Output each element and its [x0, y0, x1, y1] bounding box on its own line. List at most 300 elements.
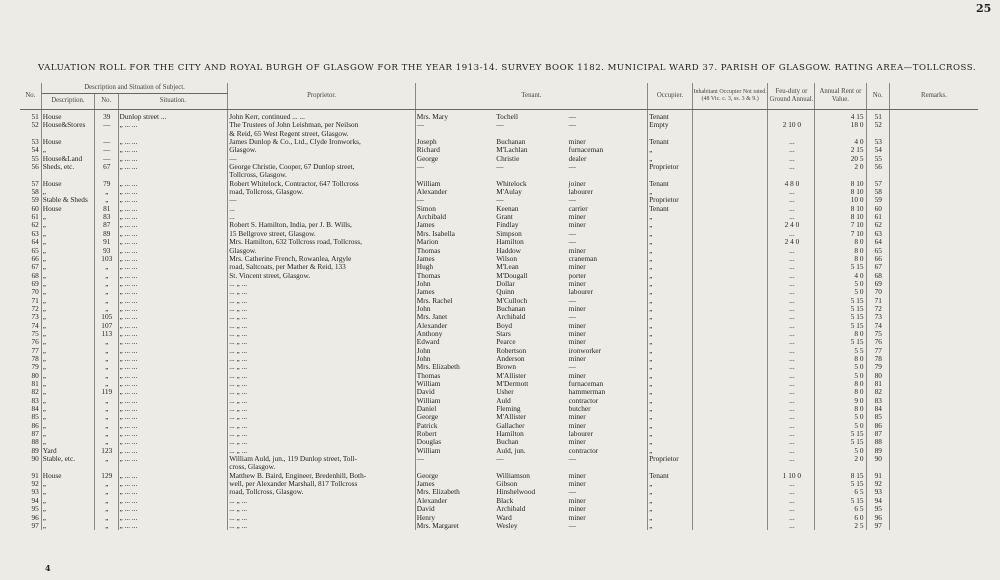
row-subject-no: „ [95, 297, 118, 305]
row-tenant-surname: Buchanan [496, 304, 526, 313]
row-occupier: „ [648, 280, 693, 288]
row-tenant-surname: Whitelock [496, 179, 527, 188]
table-row [20, 430, 978, 438]
row-inhabitant [692, 138, 768, 146]
row-remarks [889, 430, 978, 438]
row-remarks [889, 497, 978, 505]
row-tenant-surname: Gibson [496, 480, 518, 489]
row-no: 84 [20, 405, 41, 413]
row-tenant-first: Richard [416, 146, 440, 155]
row-no: 54 [20, 146, 41, 154]
row-annual-rent: 2 0 [815, 455, 866, 463]
row-annual-rent: 5 15 [815, 297, 866, 305]
row-remarks [889, 255, 978, 263]
row-inhabitant [692, 247, 768, 255]
row-feu-duty: ... [768, 196, 815, 204]
row-no: 71 [20, 297, 41, 305]
table-row [20, 221, 978, 229]
row-inhabitant [692, 497, 768, 505]
row-subject-no: „ [95, 455, 118, 463]
row-proprietor: St. Vincent street, Glasgow. [228, 272, 416, 280]
row-tenant-first [415, 130, 495, 138]
table-row [20, 463, 978, 471]
row-tenant-first: John [416, 354, 431, 363]
table-row [20, 255, 978, 263]
row-tenant-surname: M'Dougall [496, 271, 528, 280]
row-inhabitant [692, 188, 768, 196]
table-row [20, 355, 978, 363]
row-occupier [648, 463, 693, 471]
valuation-table [20, 83, 978, 530]
row-no: 60 [20, 205, 41, 213]
row-feu-duty [768, 130, 815, 138]
row-no2: 57 [866, 180, 889, 188]
row-inhabitant [692, 288, 768, 296]
row-subject-no: „ [95, 422, 118, 430]
row-tenant-occupation: — [568, 455, 648, 463]
row-tenant-first: William [416, 396, 441, 405]
row-no2: 72 [866, 305, 889, 313]
row-tenant-first: Alexander [416, 188, 448, 197]
row-no: 61 [20, 213, 41, 221]
row-occupier: „ [648, 422, 693, 430]
row-inhabitant [692, 255, 768, 263]
row-tenant-surname: Fleming [496, 405, 521, 414]
row-situation: „ ... ... [118, 138, 228, 146]
row-tenant-first: Alexander [416, 496, 448, 505]
row-occupier: „ [648, 480, 693, 488]
row-tenant-surname: M'Lachlan [496, 146, 528, 155]
row-subject-no: 119 [95, 388, 118, 396]
row-tenant-first: Archibald [416, 213, 446, 222]
row-inhabitant [692, 272, 768, 280]
row-tenant-surname [495, 171, 567, 179]
row-tenant-first: George [416, 471, 439, 480]
row-occupier: „ [648, 313, 693, 321]
row-annual-rent: 7 10 [815, 221, 866, 229]
row-proprietor: ... „ ... [228, 397, 416, 405]
row-no: 92 [20, 480, 41, 488]
row-remarks [889, 313, 978, 321]
row-tenant-first: Hugh [416, 263, 434, 272]
row-situation: „ ... ... [118, 180, 228, 188]
row-no2: 73 [866, 313, 889, 321]
row-tenant-surname: Simpson [496, 229, 522, 238]
row-occupier: Empty [648, 121, 693, 129]
row-tenant-first: Daniel [416, 405, 437, 414]
row-subject-no: — [95, 121, 118, 129]
row-description: „ [41, 272, 94, 280]
row-tenant-surname: Robertson [496, 346, 527, 355]
row-proprietor: 15 Bellgrove street, Glasgow. [228, 230, 416, 238]
row-inhabitant [692, 463, 768, 471]
row-description: Stable, etc. [41, 455, 94, 463]
row-tenant-first: Anthony [416, 329, 443, 338]
row-description: „ [41, 313, 94, 321]
row-description: „ [41, 380, 94, 388]
row-tenant-occupation: joiner [568, 180, 648, 188]
row-annual-rent: 8 10 [815, 180, 866, 188]
row-no: 90 [20, 455, 41, 463]
row-inhabitant [692, 330, 768, 338]
row-tenant-occupation [568, 171, 648, 179]
row-feu-duty [768, 110, 815, 122]
row-occupier: Tenant [648, 180, 693, 188]
row-situation: „ ... ... [118, 447, 228, 455]
row-remarks [889, 397, 978, 405]
row-proprietor: ... [228, 205, 416, 213]
row-occupier: „ [648, 255, 693, 263]
table-row [20, 263, 978, 271]
row-description: „ [41, 255, 94, 263]
row-subject-no: „ [95, 196, 118, 204]
row-proprietor: ... „ ... [228, 413, 416, 421]
row-tenant-first: Thomas [416, 246, 441, 255]
row-proprietor: ... „ ... [228, 447, 416, 455]
row-tenant-surname: Archibald [496, 505, 526, 514]
row-subject-no: 93 [95, 247, 118, 255]
row-situation: „ ... ... [118, 330, 228, 338]
row-description [41, 171, 94, 179]
table-row [20, 522, 978, 530]
row-proprietor: ... „ ... [228, 330, 416, 338]
row-annual-rent: 6 0 [815, 514, 866, 522]
row-annual-rent: 4 0 [815, 138, 866, 146]
row-no: 81 [20, 380, 41, 388]
row-feu-duty: ... [768, 430, 815, 438]
row-annual-rent: 5 15 [815, 338, 866, 346]
row-occupier: „ [648, 288, 693, 296]
table-row [20, 480, 978, 488]
row-occupier: „ [648, 213, 693, 221]
row-feu-duty: ... [768, 505, 815, 513]
row-remarks [889, 146, 978, 154]
row-inhabitant [692, 405, 768, 413]
row-no [20, 130, 41, 138]
row-remarks [889, 196, 978, 204]
row-situation: „ ... ... [118, 213, 228, 221]
row-tenant-surname: Ward [496, 513, 512, 522]
row-tenant-surname: — [496, 455, 504, 464]
row-no2: 55 [866, 155, 889, 163]
row-situation [118, 171, 228, 179]
row-tenant-first: Thomas [416, 271, 441, 280]
row-situation: „ ... ... [118, 155, 228, 163]
row-proprietor: ... [228, 213, 416, 221]
header-annual-rent: Annual Rent or Value. [815, 83, 866, 110]
row-no2: 65 [866, 247, 889, 255]
row-tenant-surname: Christie [496, 154, 520, 163]
row-no2: 62 [866, 221, 889, 229]
row-subject-no: „ [95, 305, 118, 313]
row-subject-no: „ [95, 522, 118, 530]
row-tenant-surname: M'Aulay [496, 188, 522, 197]
row-tenant-occupation: porter [568, 272, 648, 280]
row-tenant-occupation: miner [568, 322, 648, 330]
table-row [20, 447, 978, 455]
row-feu-duty: ... [768, 480, 815, 488]
header-proprietor: Proprietor. [228, 83, 416, 110]
row-inhabitant [692, 505, 768, 513]
row-no2: 79 [866, 363, 889, 371]
row-no: 74 [20, 322, 41, 330]
row-tenant-occupation: contractor [568, 447, 648, 455]
row-description: „ [41, 522, 94, 530]
row-situation: „ ... ... [118, 146, 228, 154]
row-subject-no: „ [95, 397, 118, 405]
row-tenant-occupation: contractor [568, 397, 648, 405]
row-no2: 52 [866, 121, 889, 129]
table-row [20, 438, 978, 446]
row-no2: 91 [866, 472, 889, 480]
row-occupier: „ [648, 297, 693, 305]
row-annual-rent: 10 0 [815, 196, 866, 204]
row-tenant-first: George [416, 154, 439, 163]
header-no2: No. [866, 83, 889, 110]
table-body [20, 110, 978, 531]
row-feu-duty: ... [768, 355, 815, 363]
row-remarks [889, 372, 978, 380]
row-tenant-occupation: — [568, 110, 648, 122]
row-annual-rent: 8 0 [815, 330, 866, 338]
row-tenant-first: John [416, 346, 431, 355]
row-no: 78 [20, 355, 41, 363]
row-proprietor: Glasgow. [228, 146, 416, 154]
row-proprietor: The Trustees of John Leishman, per Neilson [228, 121, 416, 129]
row-situation: „ ... ... [118, 380, 228, 388]
row-tenant-first: James [416, 288, 435, 297]
row-feu-duty [768, 463, 815, 471]
row-annual-rent: 5 15 [815, 438, 866, 446]
row-subject-no: „ [95, 280, 118, 288]
row-situation: „ ... ... [118, 280, 228, 288]
row-proprietor: road, Tollcross, Glasgow. [228, 188, 416, 196]
row-feu-duty: ... [768, 288, 815, 296]
row-feu-duty: ... [768, 247, 815, 255]
row-subject-no: 89 [95, 230, 118, 238]
row-inhabitant [692, 514, 768, 522]
row-inhabitant [692, 322, 768, 330]
row-tenant-first: Mrs. Margaret [416, 521, 459, 530]
row-subject-no: „ [95, 347, 118, 355]
row-annual-rent: 5 15 [815, 497, 866, 505]
header-description: Description. [41, 94, 94, 110]
row-description: House [41, 205, 94, 213]
table-row [20, 305, 978, 313]
row-situation: „ ... ... [118, 455, 228, 463]
row-remarks [889, 488, 978, 496]
row-annual-rent: 18 0 [815, 121, 866, 129]
row-situation: „ ... ... [118, 230, 228, 238]
row-tenant-occupation [568, 463, 648, 471]
row-tenant-occupation: butcher [568, 405, 648, 413]
row-tenant-occupation: miner [568, 413, 648, 421]
row-no2: 54 [866, 146, 889, 154]
footer-number: 4 [45, 563, 51, 573]
row-no2 [866, 171, 889, 179]
row-no: 57 [20, 180, 41, 188]
row-occupier: „ [648, 247, 693, 255]
row-tenant-surname: Auld, jun. [496, 446, 526, 455]
row-tenant-occupation: labourer [568, 188, 648, 196]
row-tenant-first: James [416, 221, 435, 230]
row-proprietor: John Kerr, continued ... ... [228, 110, 416, 122]
row-feu-duty: 2 4 0 [768, 221, 815, 229]
row-no: 69 [20, 280, 41, 288]
row-description: „ [41, 497, 94, 505]
row-proprietor: Matthew B. Baird, Engineer, Bredenhill, Both- [228, 472, 416, 480]
row-annual-rent: 8 0 [815, 380, 866, 388]
row-annual-rent: 5 0 [815, 413, 866, 421]
row-tenant-occupation: — [568, 230, 648, 238]
row-tenant-first: — [416, 163, 425, 172]
row-situation: „ ... ... [118, 288, 228, 296]
row-occupier: „ [648, 430, 693, 438]
row-tenant-occupation: — [568, 238, 648, 246]
row-situation: „ ... ... [118, 347, 228, 355]
row-inhabitant [692, 155, 768, 163]
row-description: „ [41, 247, 94, 255]
row-subject-no: „ [95, 514, 118, 522]
row-tenant-occupation: labourer [568, 288, 648, 296]
table-row [20, 138, 978, 146]
row-annual-rent: 4 0 [815, 272, 866, 280]
row-no: 58 [20, 188, 41, 196]
row-description [41, 130, 94, 138]
row-feu-duty: ... [768, 213, 815, 221]
row-remarks [889, 263, 978, 271]
row-subject-no: 91 [95, 238, 118, 246]
row-occupier: „ [648, 188, 693, 196]
row-tenant-surname: Haddow [496, 246, 521, 255]
row-no: 82 [20, 388, 41, 396]
row-description: „ [41, 405, 94, 413]
row-feu-duty: 2 10 0 [768, 121, 815, 129]
table-row [20, 413, 978, 421]
row-occupier: „ [648, 388, 693, 396]
row-annual-rent: 5 15 [815, 322, 866, 330]
row-annual-rent: 5 15 [815, 480, 866, 488]
row-situation: „ ... ... [118, 297, 228, 305]
row-description: Sheds, etc. [41, 163, 94, 171]
row-no: 89 [20, 447, 41, 455]
row-description: „ [41, 505, 94, 513]
row-tenant-first: Henry [416, 513, 436, 522]
table-row [20, 130, 978, 138]
row-annual-rent: 8 15 [815, 472, 866, 480]
row-occupier: „ [648, 330, 693, 338]
row-description: „ [41, 322, 94, 330]
row-situation: „ ... ... [118, 255, 228, 263]
row-tenant-occupation: — [568, 196, 648, 204]
row-tenant-occupation: — [568, 163, 648, 171]
row-feu-duty: ... [768, 522, 815, 530]
row-feu-duty: ... [768, 497, 815, 505]
row-tenant-first: John [416, 279, 431, 288]
row-annual-rent: 5 15 [815, 313, 866, 321]
row-subject-no: 113 [95, 330, 118, 338]
row-remarks [889, 230, 978, 238]
row-tenant-first: John [416, 304, 431, 313]
row-tenant-occupation [568, 130, 648, 138]
row-occupier: „ [648, 380, 693, 388]
row-no2: 92 [866, 480, 889, 488]
row-no: 80 [20, 372, 41, 380]
row-occupier: Tenant [648, 110, 693, 122]
row-tenant-occupation: — [568, 121, 648, 129]
row-annual-rent: 20 5 [815, 155, 866, 163]
row-proprietor: cross, Glasgow. [228, 463, 416, 471]
row-description: „ [41, 238, 94, 246]
header-subject-group: Description and Situation of Subject. [41, 83, 227, 94]
row-tenant-occupation: — [568, 313, 648, 321]
row-occupier: Tenant [648, 138, 693, 146]
row-subject-no: — [95, 146, 118, 154]
row-inhabitant [692, 213, 768, 221]
row-no: 65 [20, 247, 41, 255]
row-tenant-first: Mrs. Rachel [416, 296, 453, 305]
row-occupier: „ [648, 363, 693, 371]
row-annual-rent: 2 5 [815, 522, 866, 530]
row-no2: 76 [866, 338, 889, 346]
table-row [20, 514, 978, 522]
row-description: House [41, 472, 94, 480]
row-subject-no: 107 [95, 322, 118, 330]
row-no2: 69 [866, 280, 889, 288]
table-row [20, 405, 978, 413]
row-annual-rent: 8 0 [815, 255, 866, 263]
row-inhabitant [692, 171, 768, 179]
table-row [20, 188, 978, 196]
row-subject-no: 79 [95, 180, 118, 188]
row-remarks [889, 438, 978, 446]
row-no2: 77 [866, 347, 889, 355]
row-no: 73 [20, 313, 41, 321]
row-no2 [866, 463, 889, 471]
row-description: „ [41, 221, 94, 229]
row-tenant-occupation: miner [568, 263, 648, 271]
row-tenant-surname: Gallacher [496, 421, 525, 430]
row-inhabitant [692, 355, 768, 363]
row-tenant-surname: M'Culloch [496, 296, 528, 305]
row-feu-duty: ... [768, 397, 815, 405]
row-no2: 60 [866, 205, 889, 213]
row-no: 96 [20, 514, 41, 522]
row-annual-rent: 6 5 [815, 488, 866, 496]
row-description: „ [41, 363, 94, 371]
row-subject-no: „ [95, 363, 118, 371]
row-subject-no: „ [95, 372, 118, 380]
row-tenant-surname: Hamilton [496, 238, 524, 247]
row-situation: „ ... ... [118, 488, 228, 496]
row-proprietor: ... „ ... [228, 313, 416, 321]
row-occupier: „ [648, 146, 693, 154]
row-subject-no: „ [95, 380, 118, 388]
row-annual-rent [815, 130, 866, 138]
row-tenant-first: — [416, 121, 425, 130]
table-row [20, 247, 978, 255]
row-no2: 97 [866, 522, 889, 530]
row-occupier: „ [648, 488, 693, 496]
row-feu-duty [768, 171, 815, 179]
row-remarks [889, 305, 978, 313]
row-tenant-first: Mrs. Elizabeth [416, 363, 460, 372]
row-subject-no: „ [95, 405, 118, 413]
row-annual-rent: 8 0 [815, 405, 866, 413]
row-tenant-surname: Findlay [496, 221, 519, 230]
row-subject-no: 129 [95, 472, 118, 480]
row-description: „ [41, 330, 94, 338]
